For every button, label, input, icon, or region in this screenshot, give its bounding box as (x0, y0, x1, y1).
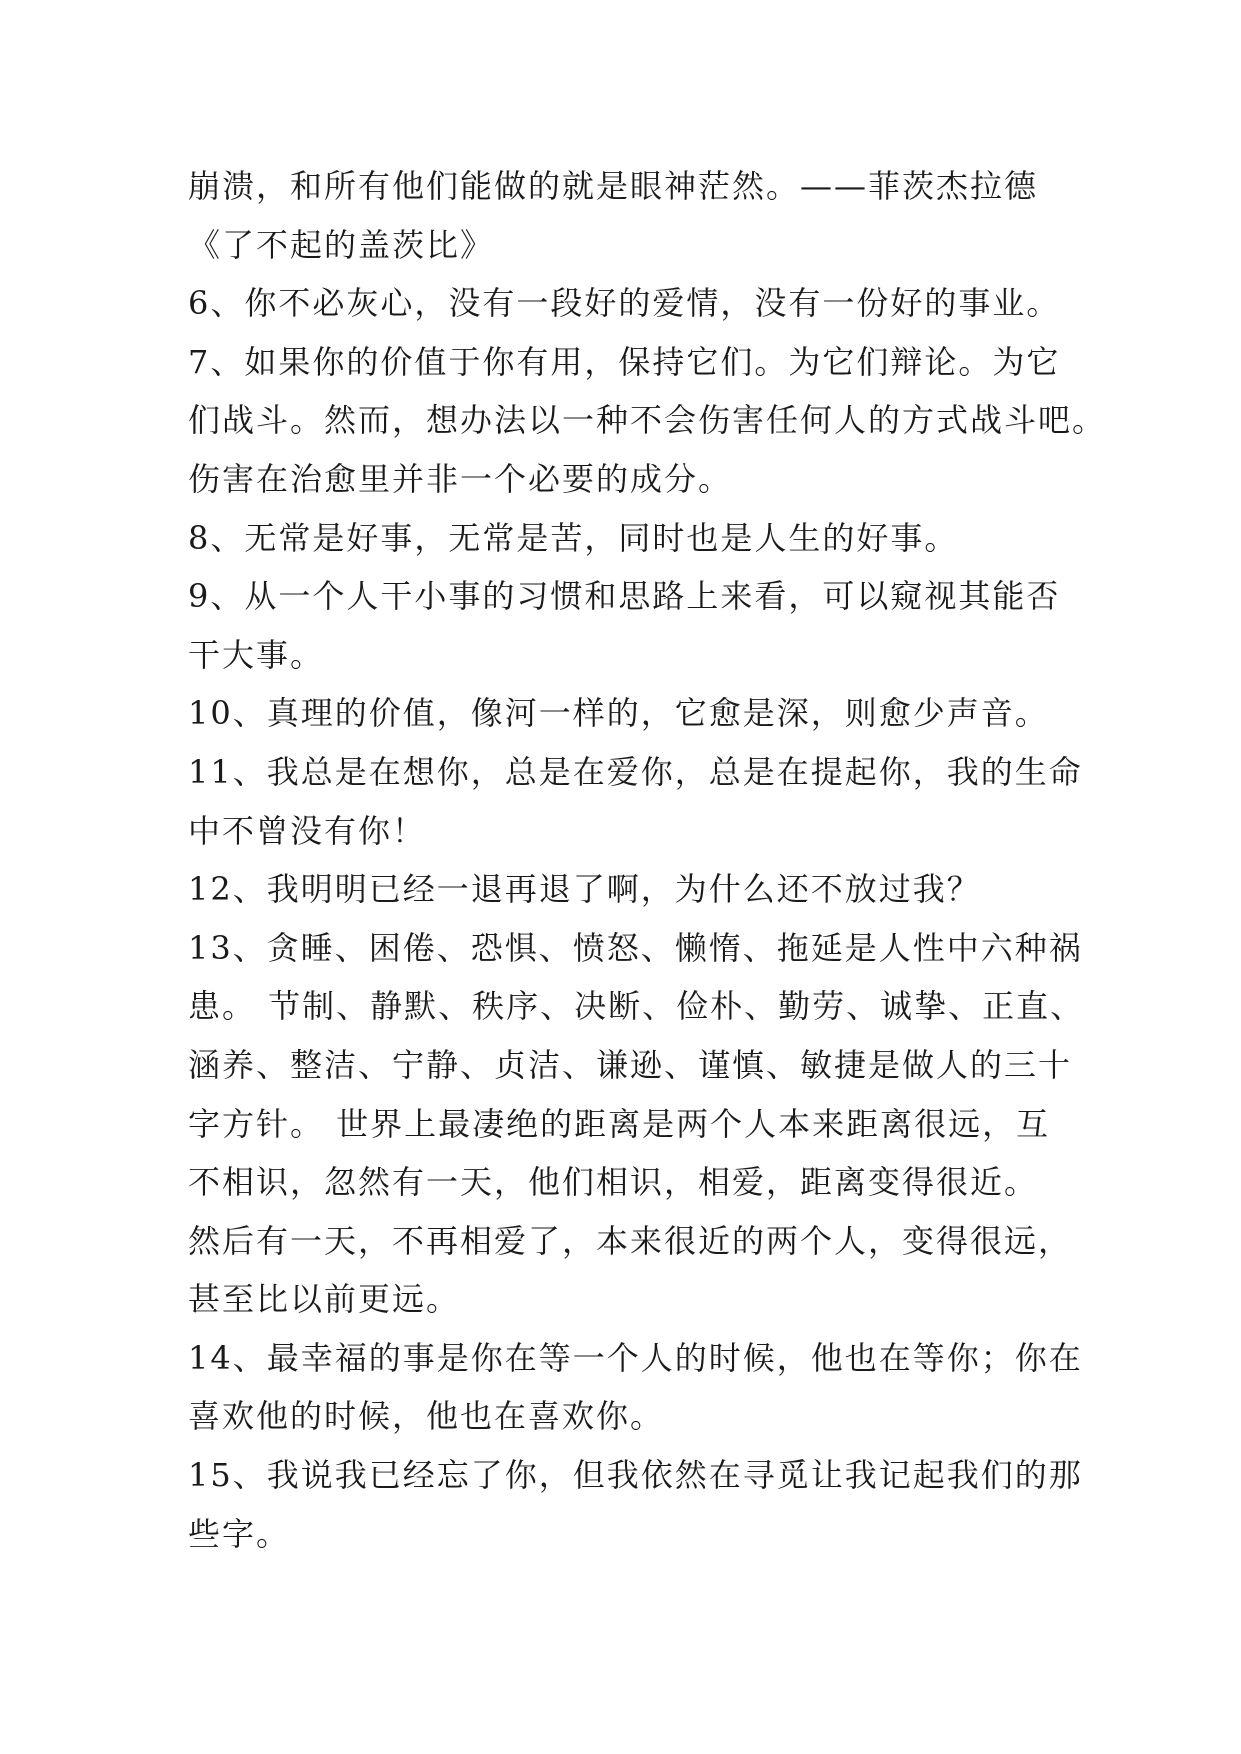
text-line: 患。 节制、静默、秩序、决断、俭朴、勤劳、诚挚、正直、 (188, 987, 1085, 1026)
list-item-14: 14、最幸福的事是你在等一个人的时候，他也在等你；你在 (188, 1338, 1083, 1377)
list-item-10: 10、真理的价值，像河一样的，它愈是深，则愈少声音。 (188, 694, 1049, 733)
text-line: 喜欢他的时候，他也在喜欢你。 (188, 1397, 665, 1436)
text-line: 《了不起的盖茨比》 (188, 225, 495, 264)
list-item-15: 15、我说我已经忘了你，但我依然在寻觅让我记起我们的那 (188, 1456, 1083, 1495)
list-item-6: 6、你不必灰心，没有一段好的爱情，没有一份好的事业。 (188, 284, 1061, 323)
list-item-11: 11、我总是在想你，总是在爱你，总是在提起你，我的生命 (188, 752, 1083, 791)
list-item-13: 13、贪睡、困倦、恐惧、愤怒、懒惰、拖延是人性中六种祸 (188, 928, 1083, 967)
text-line: 中不曾没有你！ (188, 811, 427, 850)
text-line: 伤害在治愈里并非一个必要的成分。 (188, 459, 733, 498)
text-line: 不相识，忽然有一天，他们相识，相爱，距离变得很近。 (188, 1163, 1039, 1202)
list-item-9: 9、从一个人干小事的习惯和思路上来看，可以窥视其能否 (188, 577, 1061, 616)
text-line: 字方针。 世界上最凄绝的距离是两个人本来距离很远，互 (188, 1104, 1051, 1143)
document-body (188, 157, 1107, 1563)
text-line: 崩溃，和所有他们能做的就是眼神茫然。——菲茨杰拉德 (188, 167, 1039, 205)
text-line: 涵养、整洁、宁静、贞洁、谦逊、谨慎、敏捷是做人的三十 (188, 1045, 1073, 1084)
list-item-8: 8、无常是好事，无常是苦，同时也是人生的好事。 (188, 518, 959, 557)
text-line: 些字。 (188, 1514, 291, 1553)
text-line: 干大事。 (188, 635, 325, 674)
text-line: 甚至比以前更远。 (188, 1280, 461, 1319)
list-item-12: 12、我明明已经一退再退了啊，为什么还不放过我？ (188, 870, 981, 909)
text-line: 然后有一天，不再相爱了，本来很近的两个人，变得很远， (188, 1221, 1073, 1260)
list-item-7: 7、如果你的价值于你有用，保持它们。为它们辩论。为它 (188, 342, 1061, 381)
text-line: 们战斗。然而，想办法以一种不会伤害任何人的方式战斗吧。 (188, 401, 1107, 440)
